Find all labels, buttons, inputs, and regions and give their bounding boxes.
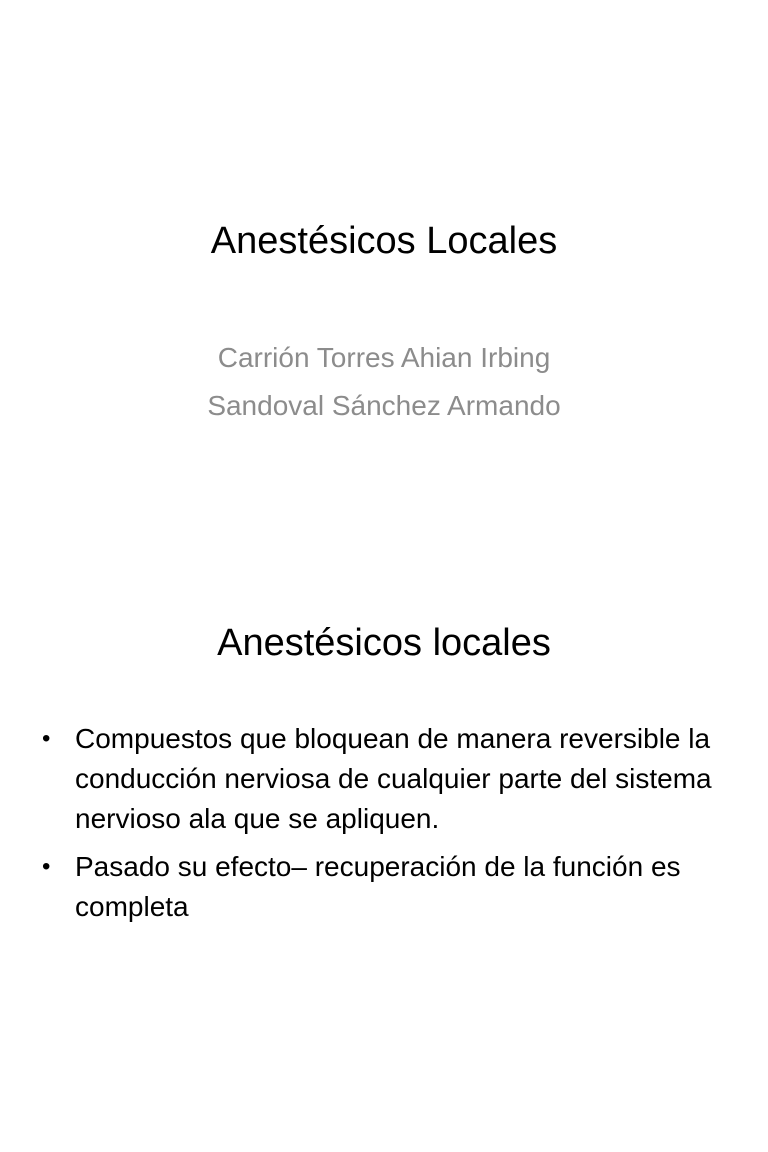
bullet-text: Pasado su efecto– recuperación de la función es completa	[75, 851, 681, 922]
author-name: Sandoval Sánchez Armando	[207, 390, 561, 421]
slide-title: Anestésicos locales	[217, 622, 551, 664]
content-slide	[0, 576, 768, 1152]
bullet-item	[42, 719, 732, 839]
bullet-icon: •	[42, 725, 51, 752]
author-name: Carrión Torres Ahian Irbing	[217, 342, 551, 373]
bullet-list	[42, 719, 732, 935]
bullet-icon: •	[42, 853, 51, 880]
slide-title: Anestésicos Locales	[210, 220, 558, 262]
slide-subtitle	[0, 334, 768, 430]
bullet-item	[42, 847, 732, 927]
bullet-text: Compuestos que bloquean de manera reversible la conducción nerviosa de cualquier parte del sistema nervioso ala que se apliquen.	[75, 723, 712, 834]
